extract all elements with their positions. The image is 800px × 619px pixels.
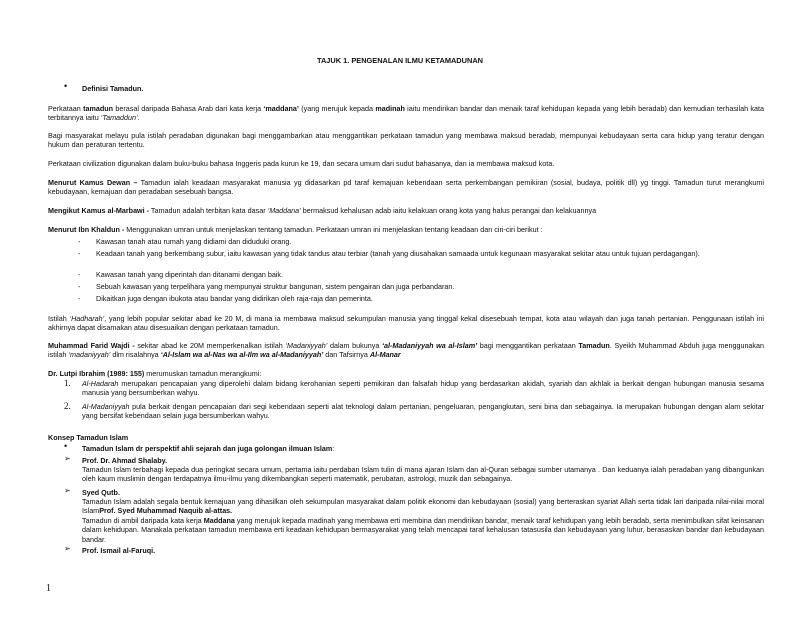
scholar-description: Tamadun di ambil daripada kata kerja Maddana yang merujuk kepada madinah yang membawa erti membina dan mendirikan bandar, menaik taraf kehidupan yang lebih beradab, serta menimbulkan sifat keinsanan dalam kehidupan. Manakala perkataan tamadun membawa erti keadaan kehidupan bermasyarakat yang telah mencapai taraf kehalusan tatasusila dan kebudayaan yang luhur, berasaskan bandar dan kebudayaan bandar.: [82, 516, 764, 544]
paragraph-etymology: Perkataan tamadun berasal daripada Bahasa Arab dari kata kerja ‘maddana’ (yang merujuk kepada madinah iaitu mendirikan bandar dan menaik taraf kehidupan kepada yang lebih beradab) dan kemudian terhasilah kata terbitannya iaitu ‘Tamaddun’.: [48, 104, 764, 123]
konsep-heading: Konsep Tamadun Islam: [48, 433, 129, 442]
paragraph-peradaban: Bagi masyarakat melayu pula istilah peradaban digunakan bagi menggambarkan atau menggantikan perkataan tamadun yang membawa maksud beradab, mempunyai kebudayaan serta cara hidup yang teratur dengan hukum dan peraturan tertentu.: [48, 131, 764, 150]
bullet-icon: •: [64, 81, 68, 91]
konsep-subheading: Tamadun Islam dr perspektif ahli sejarah dan juga golongan ilmuan Islam:: [82, 444, 335, 453]
list-item: 2. Al-Madaniyyah pula berkait dengan pencapaian dari segi kebendaan seperti alat teknologi dalam pertanian, pengeluaran, pengangkutan, seni bina dan sebagainya. Ia merupakan hubungan dengan alam sekitar yang bersifat kebendaan selain juga bersumberkan wahyu.: [64, 401, 764, 421]
paragraph-farid-wajdi: Muhammad Farid Wajdi - sekitar abad ke 20M memperkenalkan istilah ‘Madaniyyah’ dalam bukunya ‘al-Madaniyyah wa al-Islam’ bagi menggantikan perkataan Tamadun. Syeikh Muhammad Abduh juga menggunakan istilah ‘madaniyyah’ dlm risalahnya ‘Al-Islam wa al-Nas wa al-Ilm wa al-Madaniyyah’ dan Tafsirnya Al-Manar: [48, 341, 765, 360]
arrow-bullet-icon: ➢: [64, 544, 71, 553]
paragraph-kamus-marbawi: Mengikut Kamus al-Marbawi - Tamadun adalah terbitan kata dasar ‘Maddana’ bermaksud kehalusan adab iaitu kelakuan orang kota yang halus perangai dan kelakuannya: [48, 206, 597, 215]
scholar-description: Tamadun Islam terbahagi kepada dua peringkat secara umum, pertama iaitu perdaban Islam tulin di mana ajaran Islam dan al-Quran sebagai sumber utamanya . Dan keduanya ialah peradaban yang dibangunkan oleh kaum muslimin dengan terdapatnya ilmu-ilmu yang dikembangkan seperti matematik, perubatan, astrologi, muzik dan sebagainya.: [82, 465, 764, 484]
scholar-name: Prof. Ismail al-Faruqi.: [82, 546, 156, 555]
paragraph-ibn-khaldun: Menurut Ibn Khaldun - Menggunakan umran untuk menjelaskan tentang tamadun. Perkataan umran ini menjelaskan tentang keadaan dan ciri-ciri berikut :: [48, 225, 543, 234]
paragraph-civilization: Perkataan civilization digunakan dalam buku-buku bahasa Inggeris pada kurun ke 19, dan secara umum dari sudut bahasanya, dan ia membawa maksud kota.: [48, 159, 555, 168]
page-number: 1: [46, 583, 51, 594]
arrow-bullet-icon: ➢: [64, 486, 71, 495]
list-item: 1. Al-Hadarah merupakan pencapaian yang diperolehi dalam bidang kerohanian seperti pemikiran dan falsafah hidup yang berdasarkan akidah, syariah dan akhlak ia berkait dengan hubungan manusia sesama manusia yang bersumberkan wahyu.: [64, 378, 764, 398]
paragraph-kamus-dewan: Menurut Kamus Dewan – Tamadun ialah keadaan masyarakat manusia yg didasarkan pd taraf kemajuan kebendaan serta perkembangan pemikiran (sosial, budaya, politik dll) yg tinggi. Tamadun turut merangkumi kebudayaan, kemajuan dan peradaban sesebuah bangsa.: [48, 178, 765, 197]
scholar-name: Prof. Dr. Ahmad Shalaby.: [82, 456, 168, 465]
scholar-name: Syed Qutb.: [82, 488, 120, 497]
paragraph-lutpi-ibrahim: Dr. Lutpi Ibrahim (1989: 155) merumuskan tamadun merangkumi:: [48, 369, 262, 378]
page-title: TAJUK 1. PENGENALAN ILMU KETAMADUNAN: [316, 56, 483, 65]
definisi-heading: Definisi Tamadun.: [82, 84, 144, 93]
bullet-icon: •: [64, 441, 68, 451]
arrow-bullet-icon: ➢: [64, 454, 71, 463]
scholar-description: Tamadun Islam adalah segala bentuk kemajuan yang dihasilkan oleh sekumpulan masyarakat dalam politik ekonomi dan kebudayaan (sosial) yang berteraskan syariat Allah serta tidak lari daripada nilai-nilai moral IslamProf. Syed Muhammad Naquib al-attas.: [82, 497, 764, 516]
document-page: TAJUK 1. PENGENALAN ILMU KETAMADUNAN • Definisi Tamadun. Perkataan tamadun berasal daripada Bahasa Arab dari kata kerja ‘maddana’ (yang merujuk kepada madinah iaitu mendirikan bandar dan menaik taraf kehidupan kepada yang lebih beradab) dan kemudian terhasilah kata terbitannya iaitu ‘Tamaddun’. Bagi masyarakat melayu pula istilah peradaban digunakan bagi menggambarkan atau menggantikan perkataan tamadun yang membawa maksud beradab, mempunyai kebudayaan serta cara hidup yang teratur dengan hukum dan peraturan tertentu. Perkataan civilization digunakan dalam buku-buku bahasa Inggeris pada kurun ke 19, dan secara umum dari sudut bahasanya, dan ia membawa maksud kota. Menurut Kamus Dewan – Tamadun ialah keadaan masyarakat manusia yg didasarkan pd taraf kemajuan kebendaan serta perkembangan pemikiran (sosial, budaya, politik dll) yg tinggi. Tamadun turut merangkumi kebudayaan, kemajuan dan peradaban sesebuah bangsa. Mengikut Kamus al-Marbawi - Tamadun adalah terbitan kata dasar ‘Maddana’ bermaksud kehalusan adab iaitu kelakuan orang kota yang halus perangai dan kelakuannya Menurut Ibn Khaldun - Menggunakan umran untuk menjelaskan tentang tamadun. Perkataan umran ini menjelaskan tentang keadaan dan ciri-ciri berikut : - Kawasan tanah atau rumah yang didiami dan diduduki orang. - Keadaan tanah yang berkembang subur, iaitu kawasan yang tidak tandus atau terbiar (tanah yang diusahakan samaada untuk kegunaan masyarakat sekitar atau untuk tujuan perdagangan). - Kawasan tanah yang diperintah dan ditanami dengan baik. - Sebuah kawasan yang terpelihara yang mempunyai struktur bangunan, sistem pengairan dan juga perbandaran. - Dikaitkan juga dengan ibukota atau bandar yang didirikan oleh raja-raja dan pemerinta. Istilah ‘Hadharah’, yang lebih popular sekitar abad ke 20 M, di mana ia membawa maksud sekumpulan manusia yang tinggal kekal disesebuah tempat, kota atau wilayah dan juga tanah pertanian. Penggunaan istilah ini akhirnya dapat disamakan atau disesuaikan dengan perkataan tamadun. Muhammad Farid Wajdi - sekitar abad ke 20M memperkenalkan istilah ‘Madaniyyah’ dalam bukunya ‘al-Madaniyyah wa al-Islam’ bagi menggantikan perkataan Tamadun. Syeikh Muhammad Abduh juga menggunakan istilah ‘madaniyyah’ dlm risalahnya ‘Al-Islam wa al-Nas wa al-Ilm wa al-Madaniyyah’ dan Tafsirnya Al-Manar Dr. Lutpi Ibrahim (1989: 155) merumuskan tamadun merangkumi: 1. Al-Hadarah merupakan pencapaian yang diperolehi dalam bidang kerohanian seperti pemikiran dan falsafah hidup yang berdasarkan akidah, syariah dan akhlak ia berkait dengan hubungan manusia sesama manusia yang bersumberkan wahyu. 2. Al-Madaniyyah pula berkait dengan pencapaian dari segi kebendaan seperti alat teknologi dalam pertanian, pengeluaran, pengangkutan, seni bina dan sebagainya. Ia merupakan hubungan dengan alam sekitar yang bersifat kebendaan selain juga bersumberkan wahyu. Konsep Tamadun Islam • Tamadun Islam dr perspektif ahli sejarah dan juga golongan ilmuan Islam: ➢ Prof. Dr. Ahmad Shalaby. Tamadun Islam terbahagi kepada dua peringkat secara umum, pertama iaitu perdaban Islam tulin di mana ajaran Islam dan al-Quran sebagai sumber utamanya . Dan keduanya ialah peradaban yang dibangunkan oleh kaum muslimin dengan terdapatnya ilmu-ilmu yang dikembangkan seperti matematik, perubatan, astrologi, muzik dan sebagainya. ➢ Syed Qutb. Tamadun Islam adalah segala bentuk kemajuan yang dihasilkan oleh sekumpulan masyarakat dalam politik ekonomi dan kebudayaan (sosial) yang berteraskan syariat Allah serta tidak lari daripada nilai-nilai moral IslamProf. Syed Muhammad Naquib al-attas. Tamadun di ambil daripada kata kerja Maddana yang merujuk kepada madinah yang membawa erti membina dan mendirikan bandar, menaik taraf kehidupan yang lebih beradab, serta menimbulkan sifat keinsanan dalam kehidupan. Manakala perkataan tamadun membawa erti keadaan kehidupan bermasyarakat yang telah mencapai taraf kehalusan tatasusila dan kebudayaan yang luhur, berasaskan bandar dan kebudayaan bandar. ➢ Prof. Ismail al-Faruqi. 1: [0, 0, 800, 619]
paragraph-hadharah: Istilah ‘Hadharah’, yang lebih popular sekitar abad ke 20 M, di mana ia membawa maksud sekumpulan manusia yang tinggal kekal disesebuah tempat, kota atau wilayah dan juga tanah pertanian. Penggunaan istilah ini akhirnya dapat disamakan atau disesuaikan dengan perkataan tamadun.: [48, 314, 764, 333]
